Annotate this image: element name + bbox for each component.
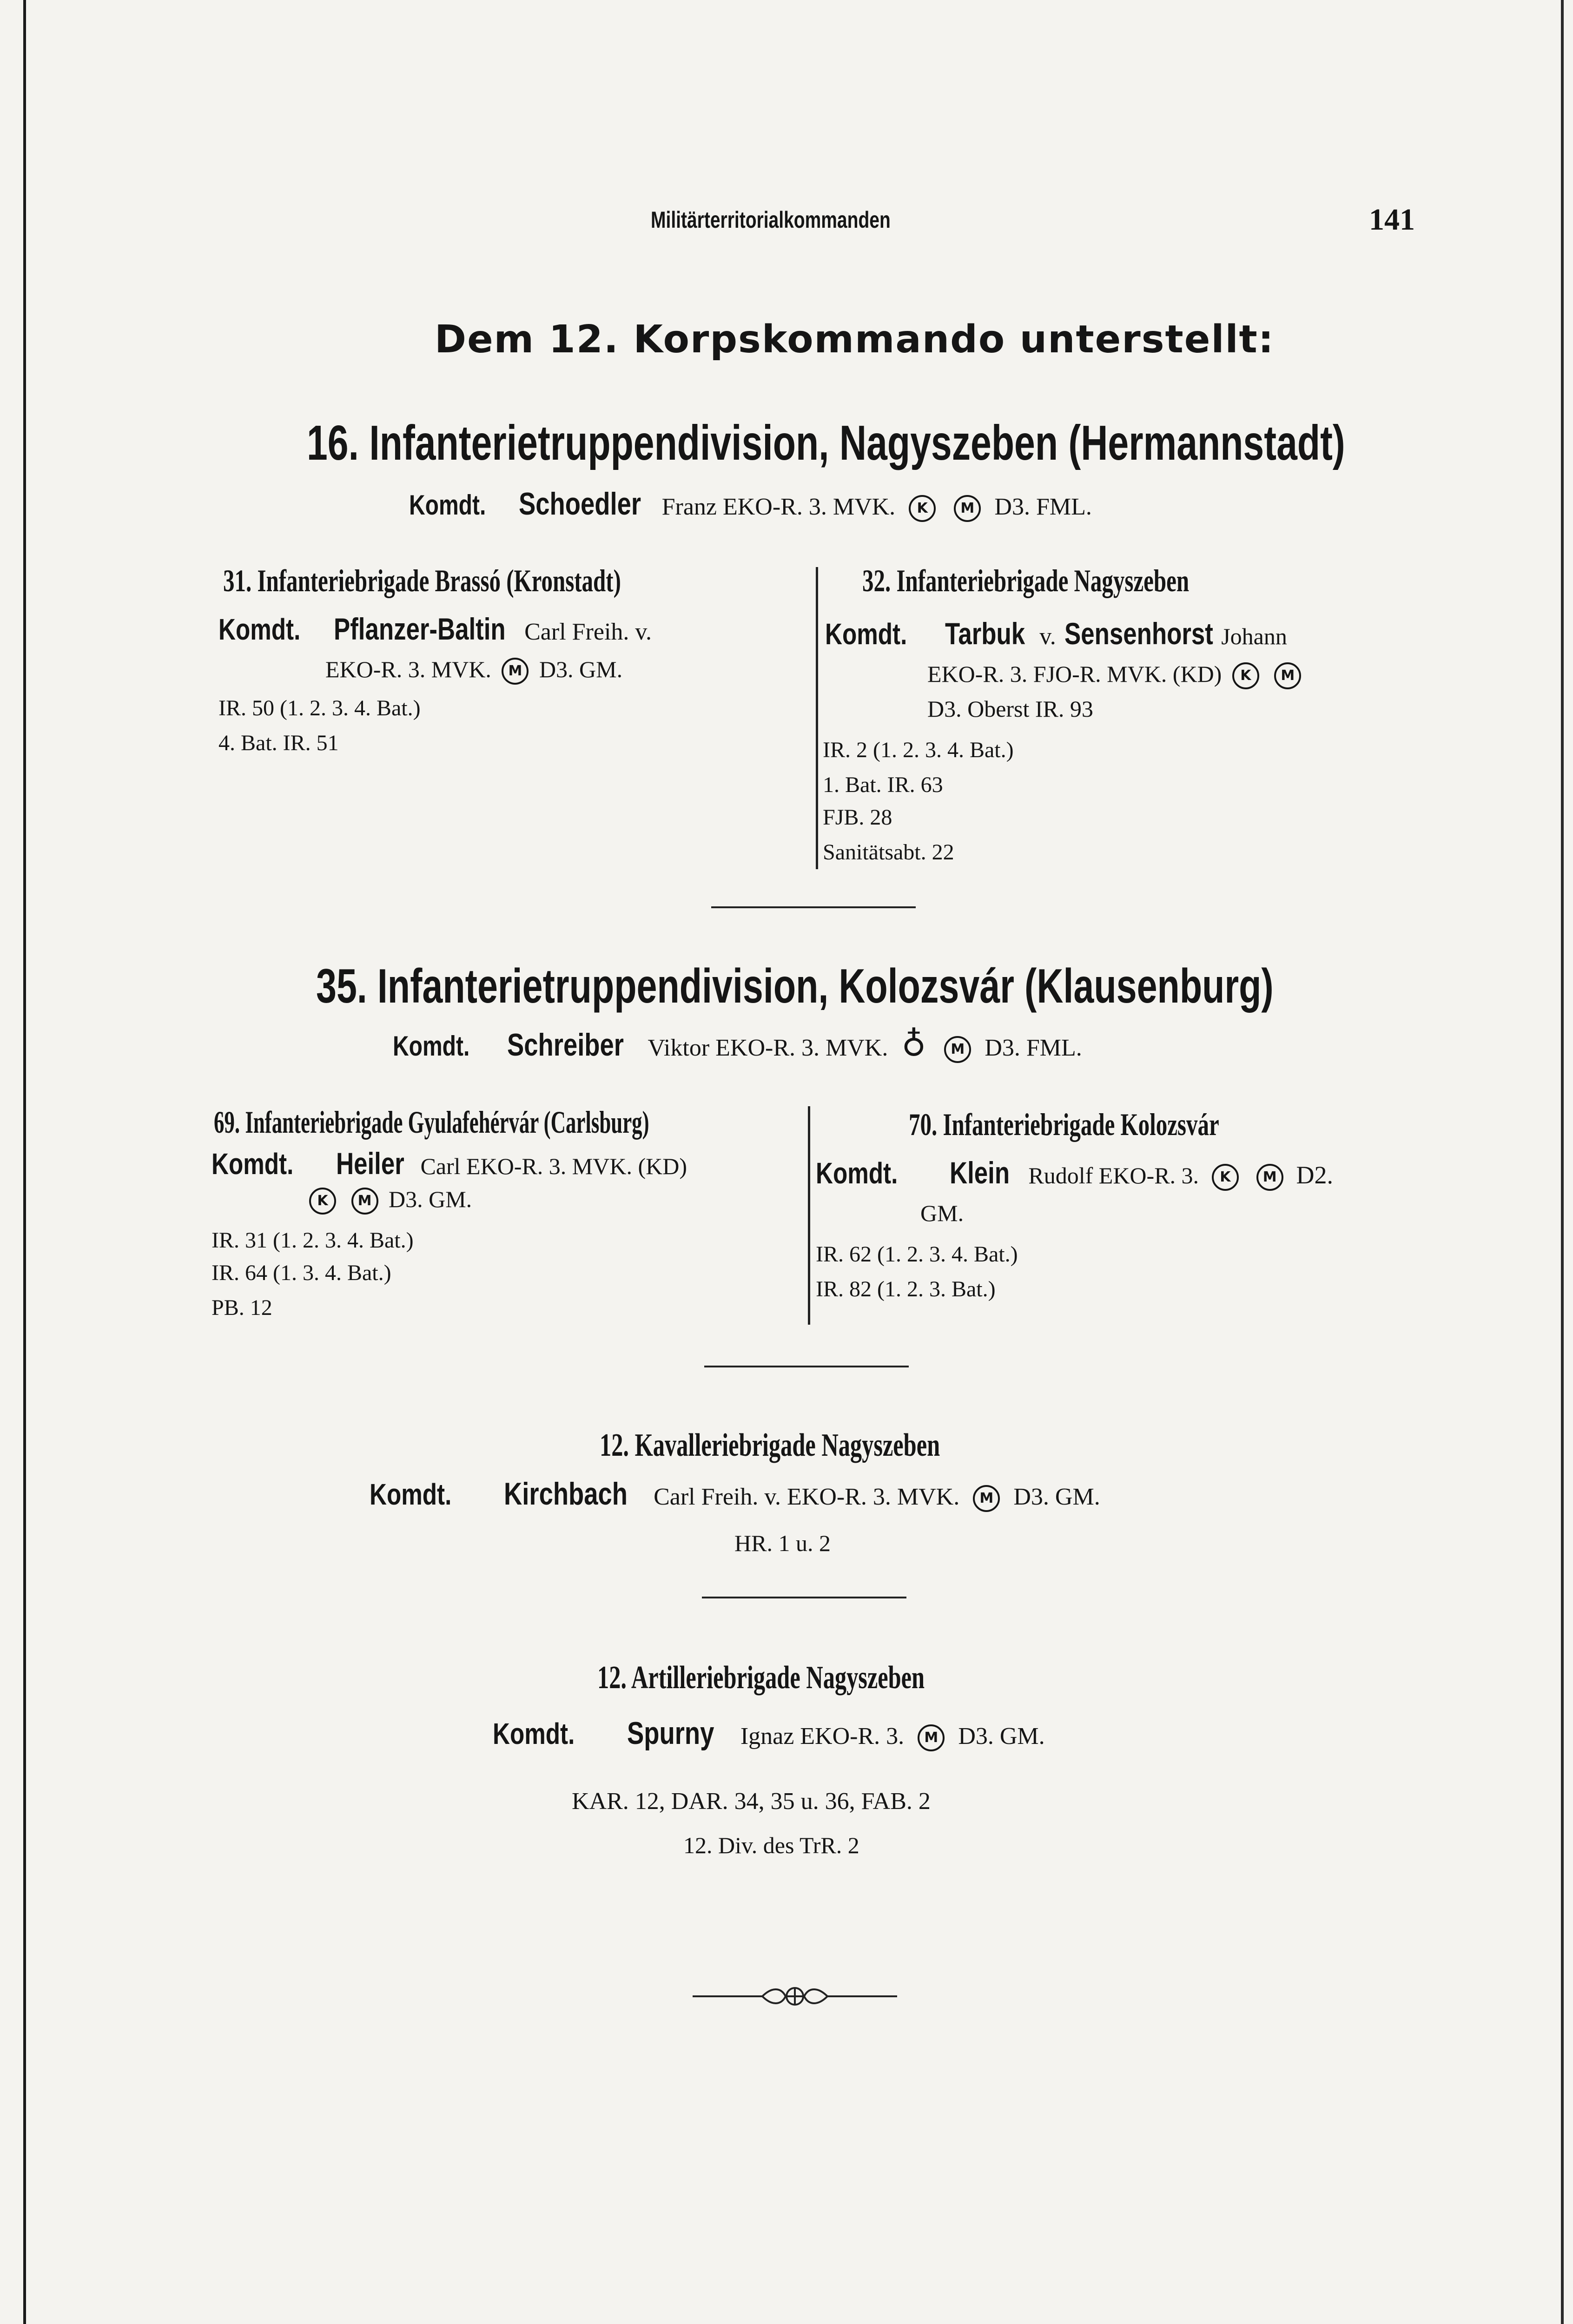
order-cross-icon: ♁ <box>901 1024 926 1063</box>
brigade-70-title: 70. Infanteriebrigade Kolozsvár <box>909 1107 1219 1142</box>
brigade-32-rank: D3. Oberst IR. 93 <box>927 696 1093 722</box>
ornament-divider <box>693 1978 897 2015</box>
k-order-icon: K <box>909 495 936 522</box>
artillery-brigade-units-2: 12. Div. des TrR. 2 <box>683 1832 859 1858</box>
brigade-32-unit-3: FJB. 28 <box>823 805 892 830</box>
k-order-icon: K <box>1212 1164 1239 1191</box>
m-order-icon: M <box>944 1036 971 1063</box>
section-divider <box>711 906 916 908</box>
artillery-brigade-units-1: KAR. 12, DAR. 34, 35 u. 36, FAB. 2 <box>572 1788 931 1815</box>
brigade-69-unit-1: IR. 31 (1. 2. 3. 4. Bat.) <box>211 1228 414 1253</box>
cavalry-brigade-commander: Komdt. Kirchbach Carl Freih. v. EKO-R. 3. MVK. M D3. GM. <box>370 1476 1100 1512</box>
brigade-32-unit-1: IR. 2 (1. 2. 3. 4. Bat.) <box>823 738 1014 762</box>
brigade-31-unit-1: IR. 50 (1. 2. 3. 4. Bat.) <box>218 696 421 720</box>
m-order-icon: M <box>351 1188 378 1215</box>
k-order-icon: K <box>1232 662 1259 689</box>
m-order-icon: M <box>973 1485 1000 1512</box>
brigade-69-unit-2: IR. 64 (1. 3. 4. Bat.) <box>211 1261 391 1285</box>
artillery-brigade-title: 12. Artilleriebrigade Nagyszeben <box>597 1660 925 1696</box>
brigade-32-commander: Komdt. Tarbuk v. Sensenhorst Johann <box>825 616 1287 651</box>
brigade-69-title: 69. Infanteriebrigade Gyulafehérvár (Carlsburg) <box>214 1104 649 1140</box>
cavalry-brigade-units: HR. 1 u. 2 <box>734 1530 831 1556</box>
division-35-title: 35. Infanterietruppendivision, Kolozsvár (Klausenburg) <box>316 959 1274 1013</box>
division-16-commander: Komdt. Schoedler Franz EKO-R. 3. MVK. K M D3. FML. <box>409 486 1092 522</box>
brigade-31-unit-2: 4. Bat. IR. 51 <box>218 731 339 755</box>
division-16-title: 16. Infanterietruppendivision, Nagyszeben (Hermannstadt) <box>307 416 1345 470</box>
artillery-brigade-commander: Komdt. Spurny Ignaz EKO-R. 3. M D3. GM. <box>493 1716 1045 1751</box>
page-edge-right <box>1561 0 1564 2324</box>
brigade-32-unit-2: 1. Bat. IR. 63 <box>823 772 943 797</box>
page-edge-left <box>23 0 26 2324</box>
brigade-70-unit-1: IR. 62 (1. 2. 3. 4. Bat.) <box>816 1242 1018 1267</box>
brigade-70-commander: Komdt. Klein Rudolf EKO-R. 3. K M D2. <box>816 1155 1333 1190</box>
m-order-icon: M <box>1274 662 1301 689</box>
column-divider <box>808 1106 810 1325</box>
brigade-31-commander: Komdt. Pflanzer-Baltin Carl Freih. v. <box>218 612 652 646</box>
division-35-commander: Komdt. Schreiber Viktor EKO-R. 3. MVK. ♁ M D3. FML. <box>393 1024 1082 1063</box>
m-order-icon: M <box>954 495 981 522</box>
brigade-32-decorations: EKO-R. 3. FJO-R. MVK. (KD) K M <box>927 662 1306 689</box>
section-divider <box>704 1366 909 1367</box>
brigade-70-rank: GM. <box>920 1200 964 1226</box>
page-number: 141 <box>1369 203 1415 237</box>
brigade-69-unit-3: PB. 12 <box>211 1295 272 1320</box>
m-order-icon: M <box>918 1724 945 1751</box>
cavalry-brigade-title: 12. Kavalleriebrigade Nagyszeben <box>600 1427 940 1463</box>
brigade-32-title: 32. Infanteriebrigade Nagyszeben <box>862 563 1190 598</box>
m-order-icon: M <box>1256 1164 1283 1191</box>
section-divider <box>702 1597 906 1598</box>
brigade-70-unit-2: IR. 82 (1. 2. 3. Bat.) <box>816 1277 996 1301</box>
brigade-31-title: 31. Infanteriebrigade Brassó (Kronstadt) <box>223 563 621 598</box>
running-title: Militärterritorialkommanden <box>651 207 891 233</box>
brigade-69-decorations: K M D3. GM. <box>309 1188 472 1215</box>
brigade-32-unit-4: Sanitätsabt. 22 <box>823 840 954 865</box>
brigade-69-commander: Komdt. Heiler Carl EKO-R. 3. MVK. (KD) <box>211 1146 687 1181</box>
page-heading: Dem 12. Korpskommando unterstellt: <box>435 317 1275 362</box>
column-divider <box>816 567 818 869</box>
k-order-icon: K <box>309 1188 336 1215</box>
m-order-icon: M <box>502 658 529 685</box>
brigade-31-decorations: EKO-R. 3. MVK. M D3. GM. <box>325 658 622 685</box>
